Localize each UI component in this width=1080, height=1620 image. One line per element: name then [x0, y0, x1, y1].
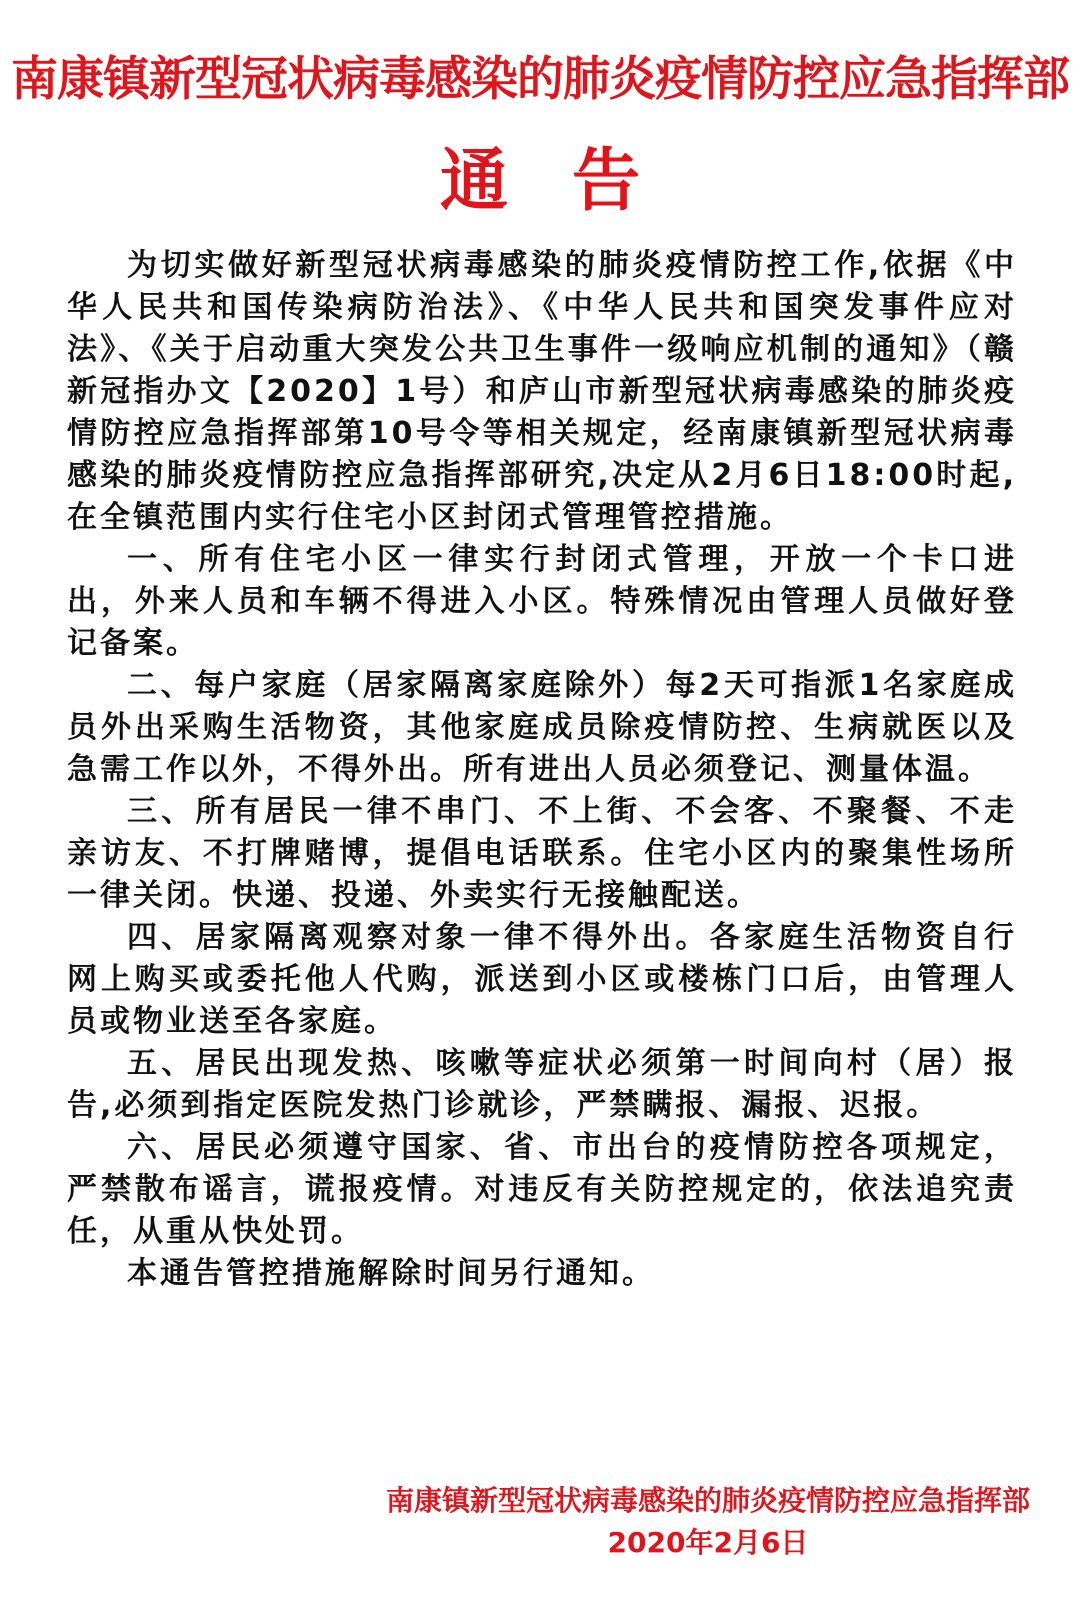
rule-paragraph-5: 五、居民出现发热、咳嗽等症状必须第一时间向村（居）报告,必须到指定医院发热门诊就诊，严禁瞒报、漏报、迟报。 — [67, 1046, 1017, 1123]
rule-paragraph-4: 四、居家隔离观察对象一律不得外出。各家庭生活物资自行网上购买或委托他人代购，派送到小区或楼栋门口后，由管理人员或物业送至各家庭。 — [67, 920, 1017, 1039]
rule-paragraph-2: 二、每户家庭（居家隔离家庭除外）每2天可指派1名家庭成员外出采购生活物资，其他家庭成员除疫情防控、生病就医以及急需工作以外，不得外出。所有进出人员必须登记、测量体温。 — [67, 668, 1017, 787]
signature-organization: 南康镇新型冠状病毒感染的肺炎疫情防控应急指挥部 — [385, 1484, 1030, 1517]
issuing-organization-header: 南康镇新型冠状病毒感染的肺炎疫情防控应急指挥部 — [11, 52, 1069, 107]
rule-paragraph-1: 一、所有住宅小区一律实行封闭式管理，开放一个卡口进出，外来人员和车辆不得进入小区。特殊情况由管理人员做好登记备案。 — [67, 542, 1017, 661]
notice-title: 通告 — [439, 142, 704, 221]
notice-body — [67, 245, 1017, 1295]
rule-paragraph-3: 三、所有居民一律不串门、不上街、不会客、不聚餐、不走亲访友、不打牌赌博，提倡电话联系。住宅小区内的聚集性场所一律关闭。快递、投递、外卖实行无接触配送。 — [67, 794, 1017, 913]
signature-date: 2020年2月6日 — [607, 1526, 809, 1559]
closing-paragraph: 本通告管控措施解除时间另行通知。 — [127, 1256, 655, 1291]
signature-block — [386, 1480, 1030, 1564]
intro-paragraph: 为切实做好新型冠状病毒感染的肺炎疫情防控工作,依据《中华人民共和国传染病防治法》、《中华人民共和国突发事件应对法》、《关于启动重大突发公共卫生事件一级响应机制的通知》（赣新冠指办文【2020】1号）和庐山市新型冠状病毒感染的肺炎疫情防控应急指挥部第10号令等相关规定，经南康镇新型冠状病毒感染的肺炎疫情防控应急指挥部研究,决定从2月6日18:00时起,在全镇范围内实行住宅小区封闭式管理管控措施。 — [67, 248, 1017, 535]
rule-paragraph-6: 六、居民必须遵守国家、省、市出台的疫情防控各项规定，严禁散布谣言，谎报疫情。对违反有关防控规定的，依法追究责任，从重从快处罚。 — [67, 1130, 1017, 1249]
